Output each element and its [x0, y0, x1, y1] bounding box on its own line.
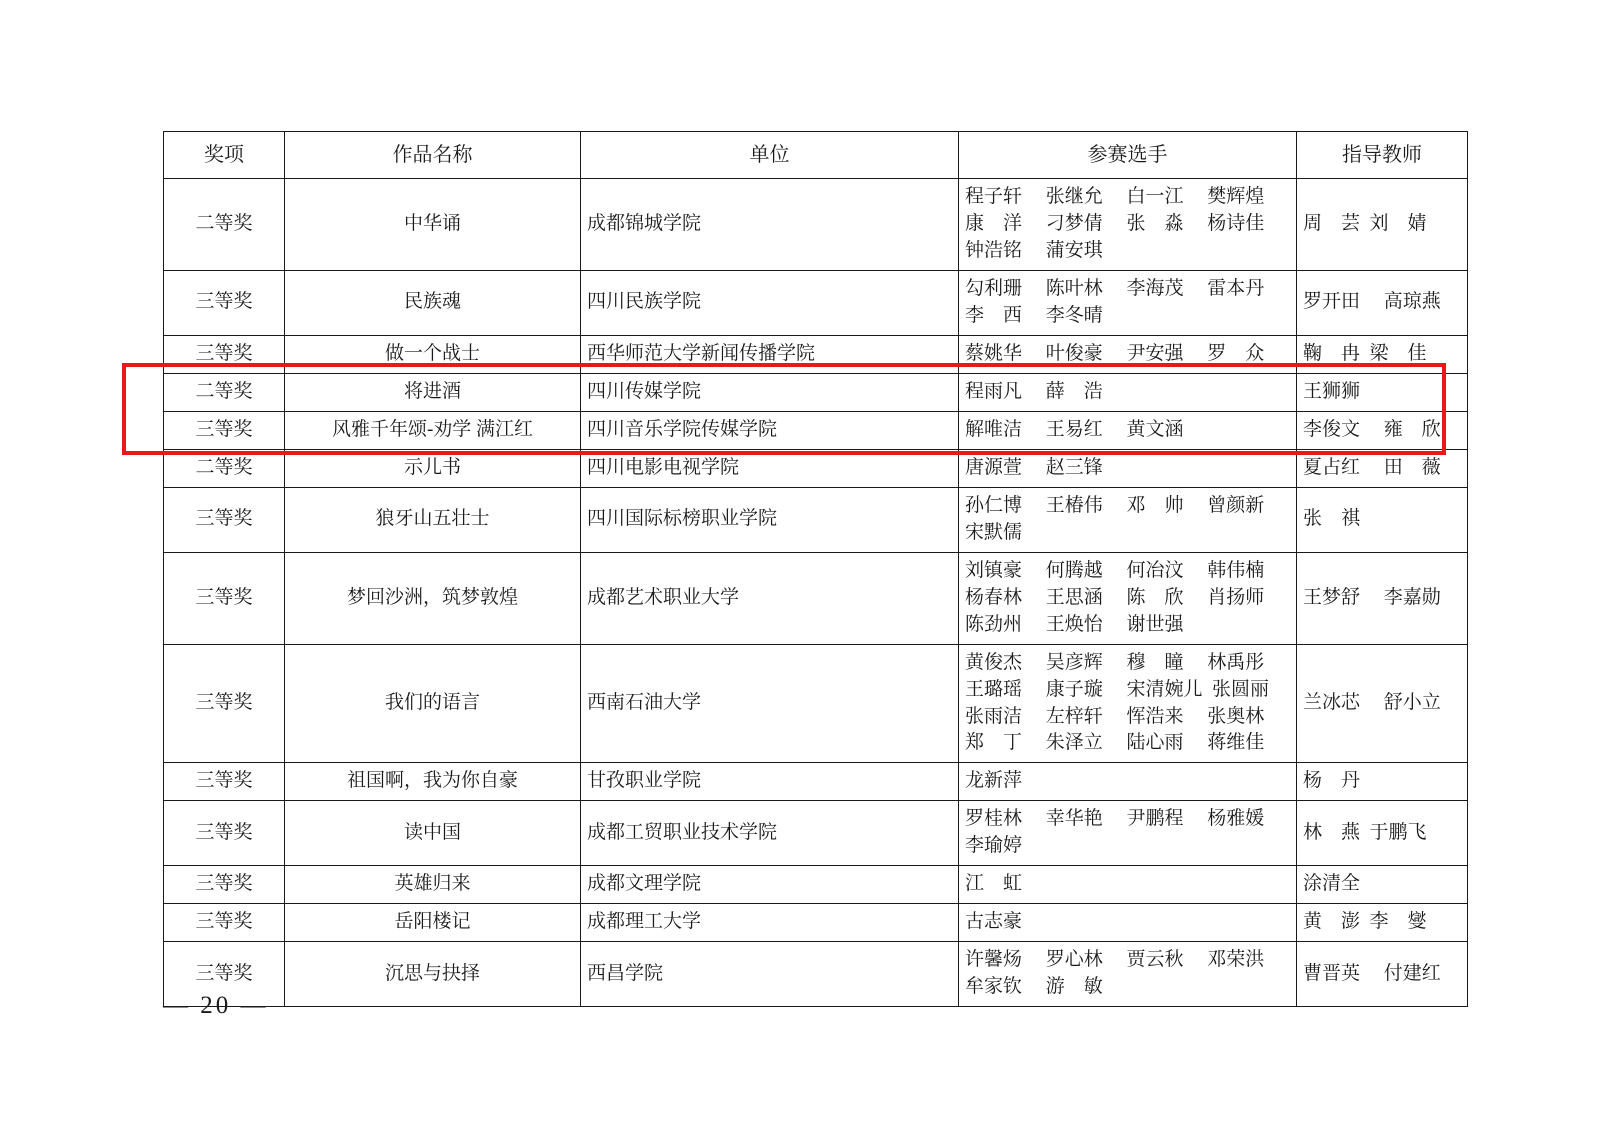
cell-players-line: 宋默儒 — [965, 521, 1023, 543]
cell-players — [959, 373, 1297, 411]
cell-teachers-line: 鞠 冉 梁 佳 — [1303, 342, 1427, 364]
cell-title — [285, 904, 581, 942]
cell-players — [959, 335, 1297, 373]
cell-unit — [581, 373, 959, 411]
cell-title-text: 沉思与抉择 — [384, 962, 480, 984]
cell-title-text: 祖国啊，我为你自豪 — [346, 770, 518, 792]
cell-teachers-line: 曹晋英 付建红 — [1303, 962, 1441, 984]
cell-players-line: 唐源萱 赵三锋 — [965, 456, 1103, 478]
cell-award — [164, 487, 285, 552]
cell-players-line: 古志豪 — [965, 911, 1023, 933]
cell-award — [164, 904, 285, 942]
cell-players — [959, 179, 1297, 271]
cell-teachers-line: 罗开田 高琼燕 — [1303, 291, 1441, 313]
table-row — [164, 942, 1468, 1007]
table-row — [164, 335, 1468, 373]
cell-players-lines — [965, 184, 1290, 265]
cell-teachers-line: 王梦舒 李嘉勋 — [1303, 586, 1441, 608]
table-header-row — [164, 132, 1468, 179]
cell-award — [164, 801, 285, 866]
cell-teachers — [1297, 179, 1468, 271]
cell-players-lines — [965, 455, 1290, 482]
cell-teachers-lines — [1303, 289, 1461, 316]
table-row — [164, 904, 1468, 942]
cell-title-text: 读中国 — [403, 821, 461, 843]
cell-title — [285, 552, 581, 644]
cell-title — [285, 763, 581, 801]
cell-unit — [581, 866, 959, 904]
table-row — [164, 487, 1468, 552]
table-header — [164, 132, 1468, 179]
cell-award — [164, 335, 285, 373]
column-header-title: 作品名称 — [285, 132, 581, 179]
cell-teachers-line: 夏占红 田 薇 — [1303, 456, 1441, 478]
cell-unit-text: 成都艺术职业大学 — [587, 586, 740, 608]
table-row — [164, 552, 1468, 644]
cell-players-line: 勾利珊 陈叶林 李海茂 雷本丹 — [965, 277, 1265, 299]
cell-unit-text: 四川电影电视学院 — [587, 456, 740, 478]
cell-players-line: 杨春林 王思涵 陈 欣 肖扬师 — [965, 586, 1265, 608]
cell-title — [285, 179, 581, 271]
cell-award — [164, 763, 285, 801]
cell-title-text: 岳阳楼记 — [394, 911, 471, 933]
cell-title-text: 将进酒 — [403, 380, 461, 402]
cell-unit — [581, 270, 959, 335]
cell-unit — [581, 552, 959, 644]
cell-teachers — [1297, 763, 1468, 801]
table-row — [164, 179, 1468, 271]
cell-players-line: 程雨凡 薛 浩 — [965, 380, 1103, 402]
cell-players-lines — [965, 806, 1290, 860]
cell-unit-text: 西昌学院 — [587, 962, 664, 984]
cell-award-text: 三等奖 — [195, 342, 253, 364]
cell-players-lines — [965, 417, 1290, 444]
cell-title — [285, 373, 581, 411]
cell-teachers-lines — [1303, 768, 1461, 795]
cell-title-text: 英雄归来 — [394, 873, 471, 895]
award-table-container — [163, 131, 1441, 1007]
cell-award-text: 二等奖 — [195, 456, 253, 478]
cell-unit-text: 四川音乐学院传媒学院 — [587, 418, 778, 440]
cell-teachers — [1297, 373, 1468, 411]
cell-players-line: 陈劲州 王焕怡 谢世强 — [965, 613, 1184, 635]
cell-teachers — [1297, 411, 1468, 449]
cell-title — [285, 644, 581, 763]
cell-players-lines — [965, 650, 1290, 758]
cell-award-text: 三等奖 — [195, 291, 253, 313]
cell-players — [959, 487, 1297, 552]
award-table — [163, 131, 1468, 1007]
cell-teachers — [1297, 552, 1468, 644]
cell-title — [285, 942, 581, 1007]
cell-award — [164, 179, 285, 271]
cell-players — [959, 763, 1297, 801]
cell-unit — [581, 335, 959, 373]
cell-players — [959, 942, 1297, 1007]
cell-teachers-line: 张 祺 — [1303, 508, 1361, 530]
cell-title-text: 中华诵 — [403, 212, 461, 234]
cell-teachers-line: 涂清全 — [1303, 873, 1361, 895]
cell-title — [285, 335, 581, 373]
cell-teachers-lines — [1303, 455, 1461, 482]
cell-players-line: 罗桂林 幸华艳 尹鹏程 杨雅媛 — [965, 808, 1265, 830]
cell-players-line: 李 西 李冬晴 — [965, 304, 1103, 326]
cell-award-text: 二等奖 — [195, 212, 253, 234]
column-header-award: 奖项 — [164, 132, 285, 179]
cell-teachers — [1297, 335, 1468, 373]
cell-teachers — [1297, 801, 1468, 866]
cell-players — [959, 866, 1297, 904]
cell-teachers-line: 王狮狮 — [1303, 380, 1361, 402]
cell-players-line: 解唯洁 王易红 黄文涵 — [965, 418, 1184, 440]
table-row — [164, 763, 1468, 801]
cell-title — [285, 449, 581, 487]
cell-teachers-lines — [1303, 690, 1461, 717]
cell-unit — [581, 904, 959, 942]
cell-unit-text: 四川传媒学院 — [587, 380, 702, 402]
cell-title-text: 示儿书 — [403, 456, 461, 478]
cell-teachers-line: 李俊文 雍 欣 — [1303, 418, 1441, 440]
cell-players-lines — [965, 493, 1290, 547]
cell-teachers-line: 兰冰芯 舒小立 — [1303, 692, 1441, 714]
table-row — [164, 866, 1468, 904]
cell-players-line: 蔡姚华 叶俊豪 尹安强 罗 众 — [965, 342, 1265, 364]
cell-award-text: 三等奖 — [195, 770, 253, 792]
cell-players-line: 牟家钦 游 敏 — [965, 976, 1103, 998]
cell-teachers-lines — [1303, 341, 1461, 368]
column-header-players: 参赛选手 — [959, 132, 1297, 179]
cell-players — [959, 904, 1297, 942]
cell-players-line: 康 洋 刁梦倩 张 淼 杨诗佳 — [965, 212, 1265, 234]
cell-teachers — [1297, 449, 1468, 487]
cell-award-text: 三等奖 — [195, 692, 253, 714]
cell-players-lines — [965, 341, 1290, 368]
cell-unit-text: 甘孜职业学院 — [587, 770, 702, 792]
cell-players-line: 王璐瑶 康子璇 宋清婉儿 张圆丽 — [965, 678, 1270, 700]
cell-unit — [581, 763, 959, 801]
cell-players-line: 程子轩 张继允 白一江 樊辉煌 — [965, 186, 1265, 207]
cell-unit-text: 成都工贸职业技术学院 — [587, 821, 778, 843]
cell-players-lines — [965, 768, 1290, 795]
cell-players-line: 张雨洁 左梓轩 恽浩来 张奥林 — [965, 705, 1265, 727]
cell-award-text: 三等奖 — [195, 873, 253, 895]
cell-award — [164, 449, 285, 487]
cell-teachers-line: 杨 丹 — [1303, 770, 1361, 792]
cell-award — [164, 270, 285, 335]
cell-teachers-lines — [1303, 961, 1461, 988]
cell-unit-text: 成都锦城学院 — [587, 212, 702, 234]
cell-teachers-lines — [1303, 417, 1461, 444]
cell-unit — [581, 942, 959, 1007]
page-number: — 20 — — [163, 992, 269, 1019]
cell-unit-text: 成都理工大学 — [587, 911, 702, 933]
table-row — [164, 801, 1468, 866]
cell-award-text: 三等奖 — [195, 821, 253, 843]
cell-players — [959, 270, 1297, 335]
cell-players-line: 黄俊杰 吴彦辉 穆 瞳 林禹彤 — [965, 651, 1265, 673]
cell-award — [164, 373, 285, 411]
cell-unit — [581, 411, 959, 449]
cell-teachers-lines — [1303, 585, 1461, 612]
table-body — [164, 179, 1468, 1007]
cell-players-lines — [965, 379, 1290, 406]
cell-unit — [581, 487, 959, 552]
cell-teachers-line: 周 芸 刘 婧 — [1303, 212, 1427, 234]
cell-teachers-lines — [1303, 820, 1461, 847]
cell-teachers-lines — [1303, 379, 1461, 406]
cell-teachers — [1297, 904, 1468, 942]
table-row — [164, 644, 1468, 763]
cell-title-text: 民族魂 — [403, 291, 461, 313]
table-row — [164, 411, 1468, 449]
cell-players-lines — [965, 909, 1290, 936]
cell-title-text: 做一个战士 — [384, 342, 480, 364]
cell-players-line: 龙新萍 — [965, 770, 1023, 792]
cell-players-lines — [965, 947, 1290, 1001]
cell-players — [959, 644, 1297, 763]
cell-players — [959, 801, 1297, 866]
table-row — [164, 270, 1468, 335]
cell-unit-text: 成都文理学院 — [587, 873, 702, 895]
cell-teachers-line: 林 燕 于鹏飞 — [1303, 821, 1427, 843]
cell-players-line: 刘镇豪 何腾越 何冶汶 韩伟楠 — [965, 559, 1265, 581]
cell-award-text: 三等奖 — [195, 962, 253, 984]
cell-title-text: 梦回沙洲，筑梦敦煌 — [346, 586, 518, 608]
cell-players-line: 李瑜婷 — [965, 835, 1023, 857]
cell-unit-text: 西南石油大学 — [587, 692, 702, 714]
cell-players-lines — [965, 871, 1290, 898]
cell-players-line: 江 虹 — [965, 873, 1023, 895]
cell-players — [959, 449, 1297, 487]
cell-award-text: 三等奖 — [195, 508, 253, 530]
cell-teachers-lines — [1303, 871, 1461, 898]
cell-players-lines — [965, 558, 1290, 639]
cell-teachers — [1297, 942, 1468, 1007]
cell-award — [164, 644, 285, 763]
cell-award-text: 二等奖 — [195, 380, 253, 402]
cell-unit-text: 西华师范大学新闻传播学院 — [587, 342, 816, 364]
cell-title — [285, 411, 581, 449]
cell-players-line: 郑 丁 朱泽立 陆心雨 蒋维佳 — [965, 732, 1265, 754]
cell-award-text: 三等奖 — [195, 586, 253, 608]
cell-title — [285, 866, 581, 904]
cell-unit — [581, 179, 959, 271]
cell-title — [285, 487, 581, 552]
cell-award-text: 三等奖 — [195, 418, 253, 440]
cell-title-text: 我们的语言 — [384, 692, 480, 714]
cell-teachers — [1297, 644, 1468, 763]
cell-teachers-line: 黄 澎 李 燮 — [1303, 911, 1427, 933]
cell-teachers-lines — [1303, 909, 1461, 936]
column-header-unit: 单位 — [581, 132, 959, 179]
cell-teachers — [1297, 866, 1468, 904]
cell-unit — [581, 801, 959, 866]
cell-award — [164, 552, 285, 644]
cell-players-lines — [965, 276, 1290, 330]
cell-unit-text: 四川国际标榜职业学院 — [587, 508, 778, 530]
table-row — [164, 373, 1468, 411]
cell-teachers — [1297, 270, 1468, 335]
cell-title-text: 风雅千年颂-劝学 满江红 — [331, 418, 534, 440]
cell-title — [285, 801, 581, 866]
table-row — [164, 449, 1468, 487]
cell-players-line: 孙仁博 王椿伟 邓 帅 曾颜新 — [965, 494, 1265, 516]
cell-players-line: 许馨炀 罗心林 贾云秋 邓荣洪 — [965, 949, 1265, 971]
column-header-teachers: 指导教师 — [1297, 132, 1468, 179]
cell-award — [164, 411, 285, 449]
cell-teachers-lines — [1303, 506, 1461, 533]
cell-players — [959, 552, 1297, 644]
cell-unit-text: 四川民族学院 — [587, 291, 702, 313]
cell-players-line: 钟浩铭 蒲安琪 — [965, 239, 1103, 261]
cell-award-text: 三等奖 — [195, 911, 253, 933]
cell-award — [164, 866, 285, 904]
cell-teachers-lines — [1303, 211, 1461, 238]
cell-unit — [581, 449, 959, 487]
cell-title — [285, 270, 581, 335]
cell-players — [959, 411, 1297, 449]
cell-title-text: 狼牙山五壮士 — [375, 508, 490, 530]
cell-unit — [581, 644, 959, 763]
cell-teachers — [1297, 487, 1468, 552]
